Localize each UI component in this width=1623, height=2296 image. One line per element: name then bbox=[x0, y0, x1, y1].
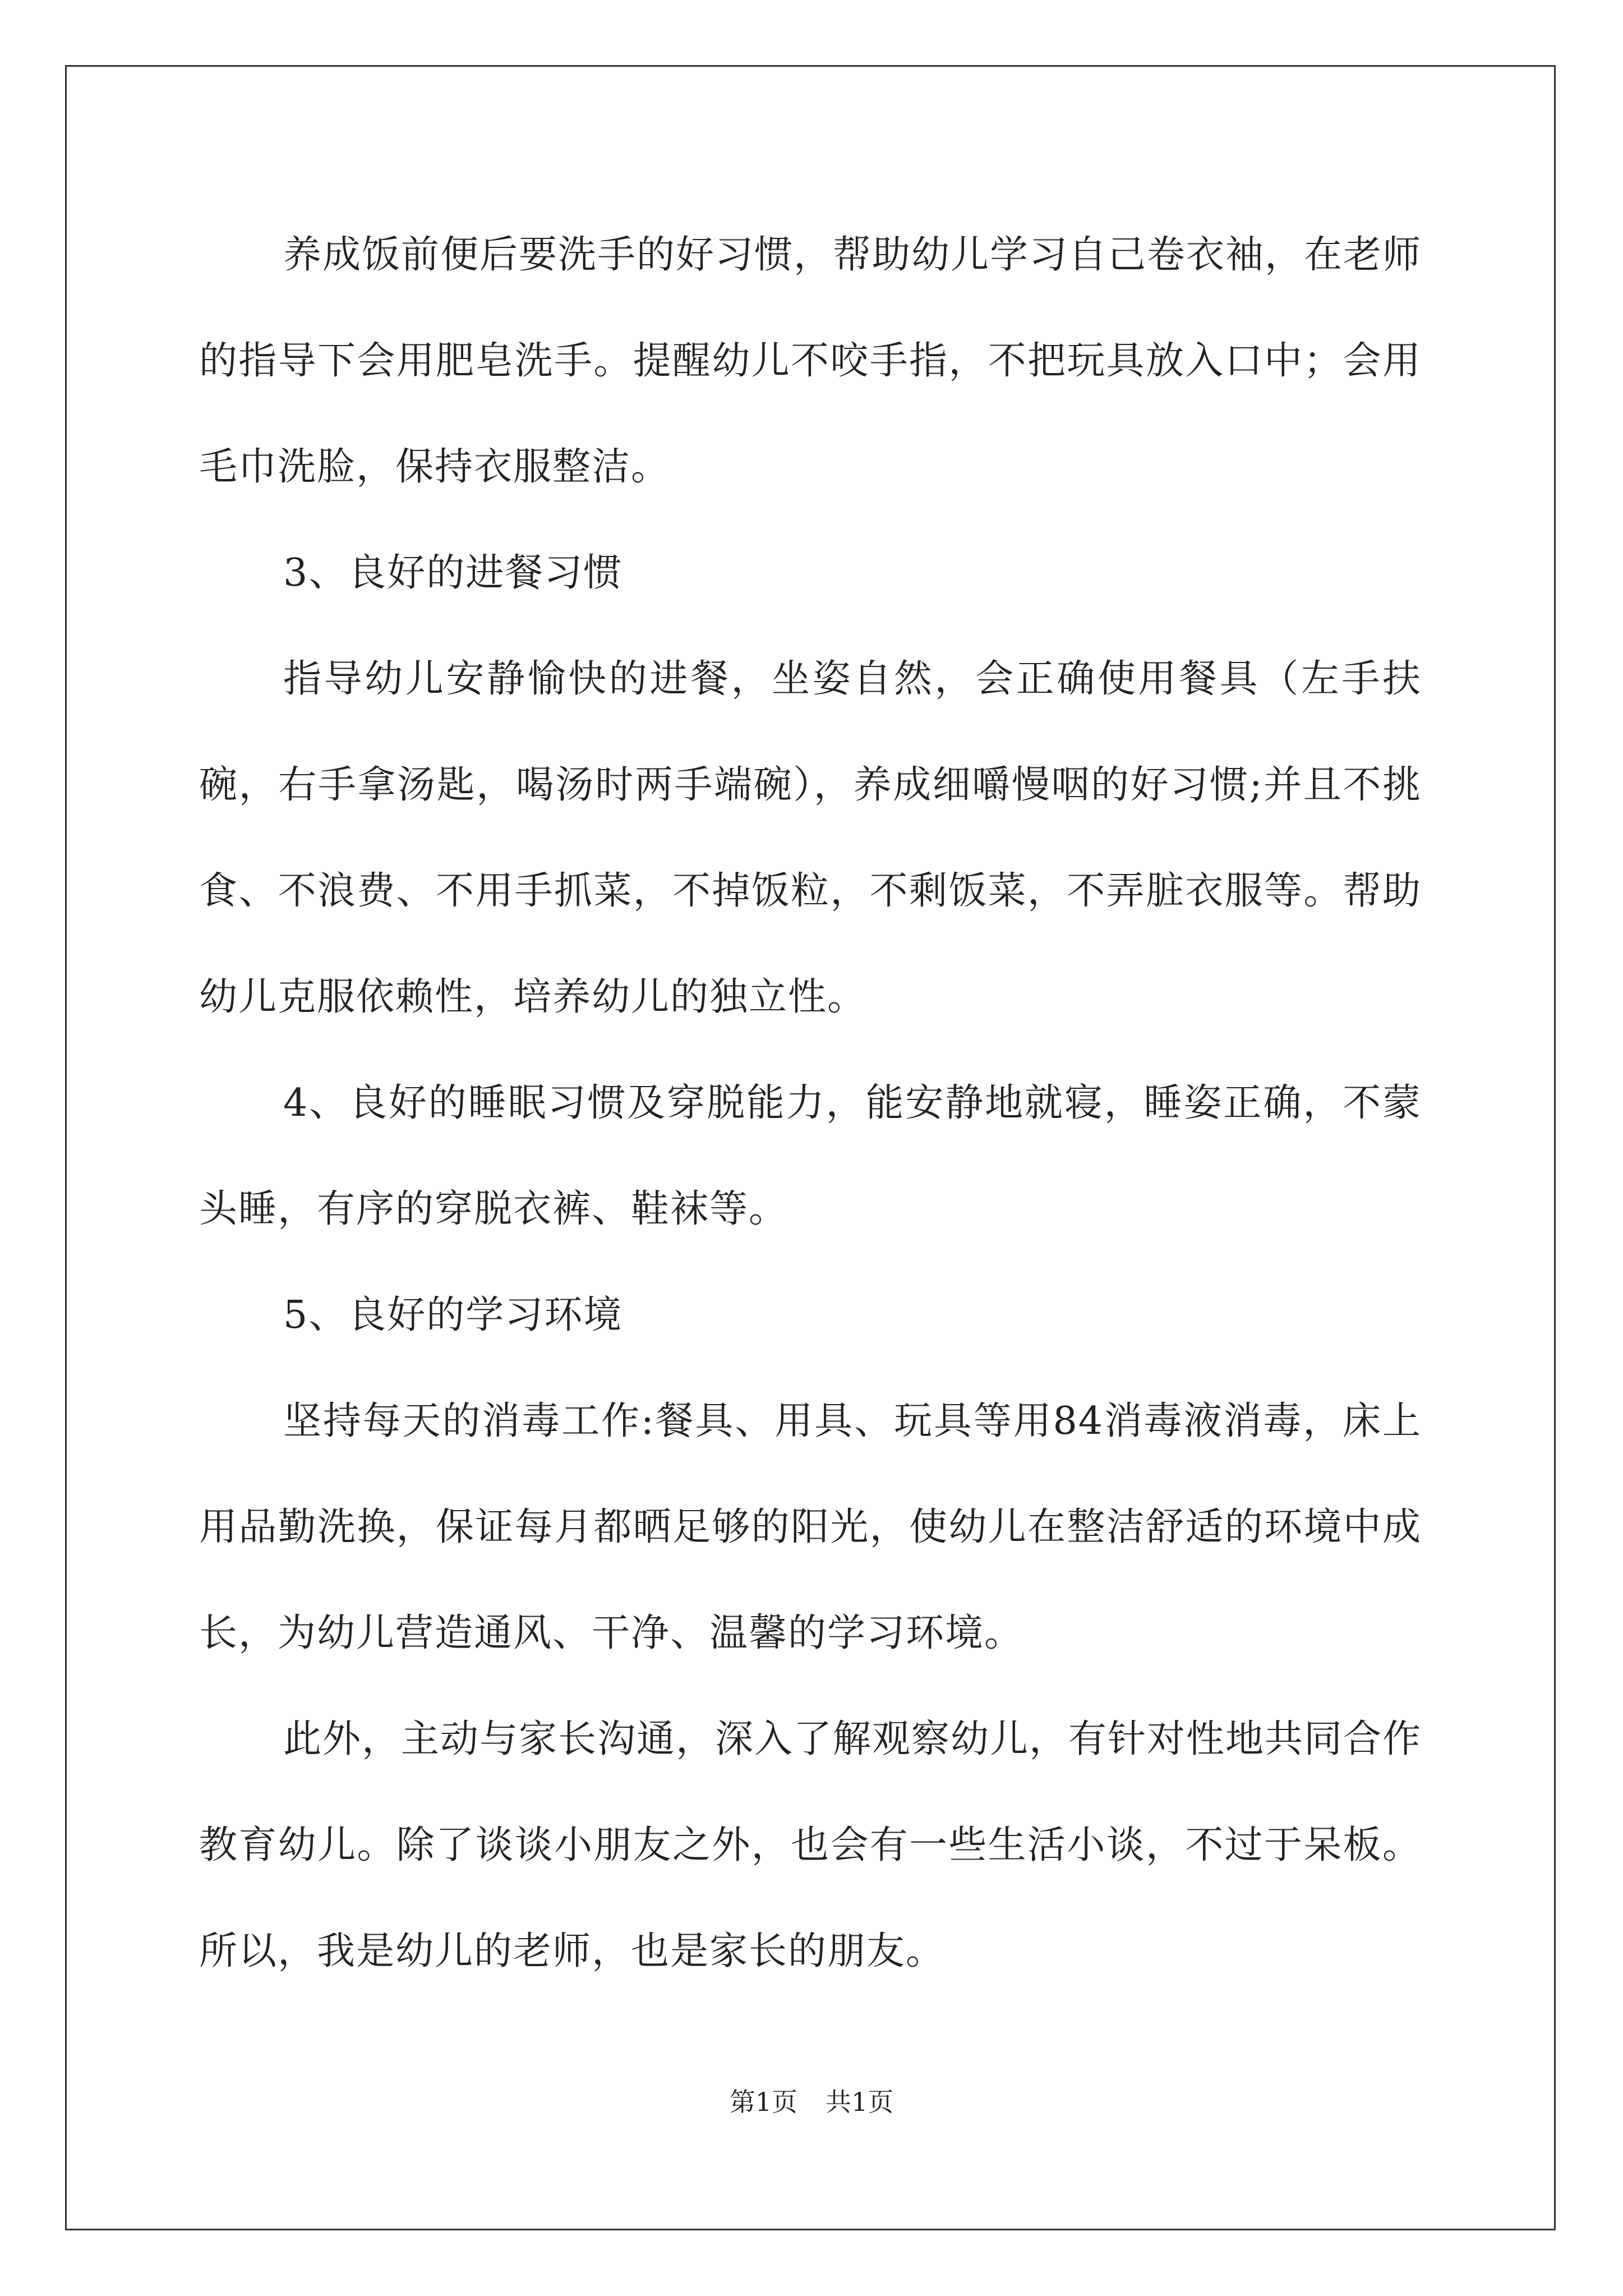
paragraph-sleeping-habits: 4、良好的睡眠习惯及穿脱能力，能安静地就寝，睡姿正确，不蒙头睡，有序的穿脱衣裤、鞋袜等。 bbox=[199, 1081, 1422, 1231]
section-heading-learning-environment: 5、良好的学习环境 bbox=[283, 1293, 623, 1337]
page-number: 第1页 bbox=[729, 2087, 797, 2117]
paragraph-hygiene-habits: 养成饭前便后要洗手的好习惯，帮助幼儿学习自己卷衣袖，在老师的指导下会用肥皂洗手。提醒幼儿不咬手指，不把玩具放入口中；会用毛巾洗脸，保持衣服整洁。 bbox=[199, 233, 1422, 489]
page-total: 共1页 bbox=[826, 2087, 894, 2117]
paragraph-eating-habits: 指导幼儿安静愉快的进餐，坐姿自然，会正确使用餐具（左手扶碗，右手拿汤匙，喝汤时两手端碗），养成细嚼慢咽的好习惯;并且不挑食、不浪费、不用手抓菜，不掉饭粒，不剩饭菜，不弄脏衣服等。帮助幼儿克服依赖性，培养幼儿的独立性。 bbox=[199, 657, 1422, 1019]
paragraph-learning-environment: 坚持每天的消毒工作:餐具、用具、玩具等用84消毒液消毒，床上用品勤洗换，保证每月都晒足够的阳光，使幼儿在整洁舒适的环境中成长，为幼儿营造通风、干净、温馨的学习环境。 bbox=[199, 1399, 1422, 1655]
document-body bbox=[199, 202, 1422, 2004]
page-footer bbox=[0, 2085, 1623, 2119]
section-heading-eating-habits: 3、良好的进餐习惯 bbox=[283, 551, 623, 595]
paragraph-parent-communication: 此外，主动与家长沟通，深入了解观察幼儿，有针对性地共同合作教育幼儿。除了谈谈小朋友之外，也会有一些生活小谈，不过于呆板。所以，我是幼儿的老师，也是家长的朋友。 bbox=[199, 1717, 1422, 1973]
